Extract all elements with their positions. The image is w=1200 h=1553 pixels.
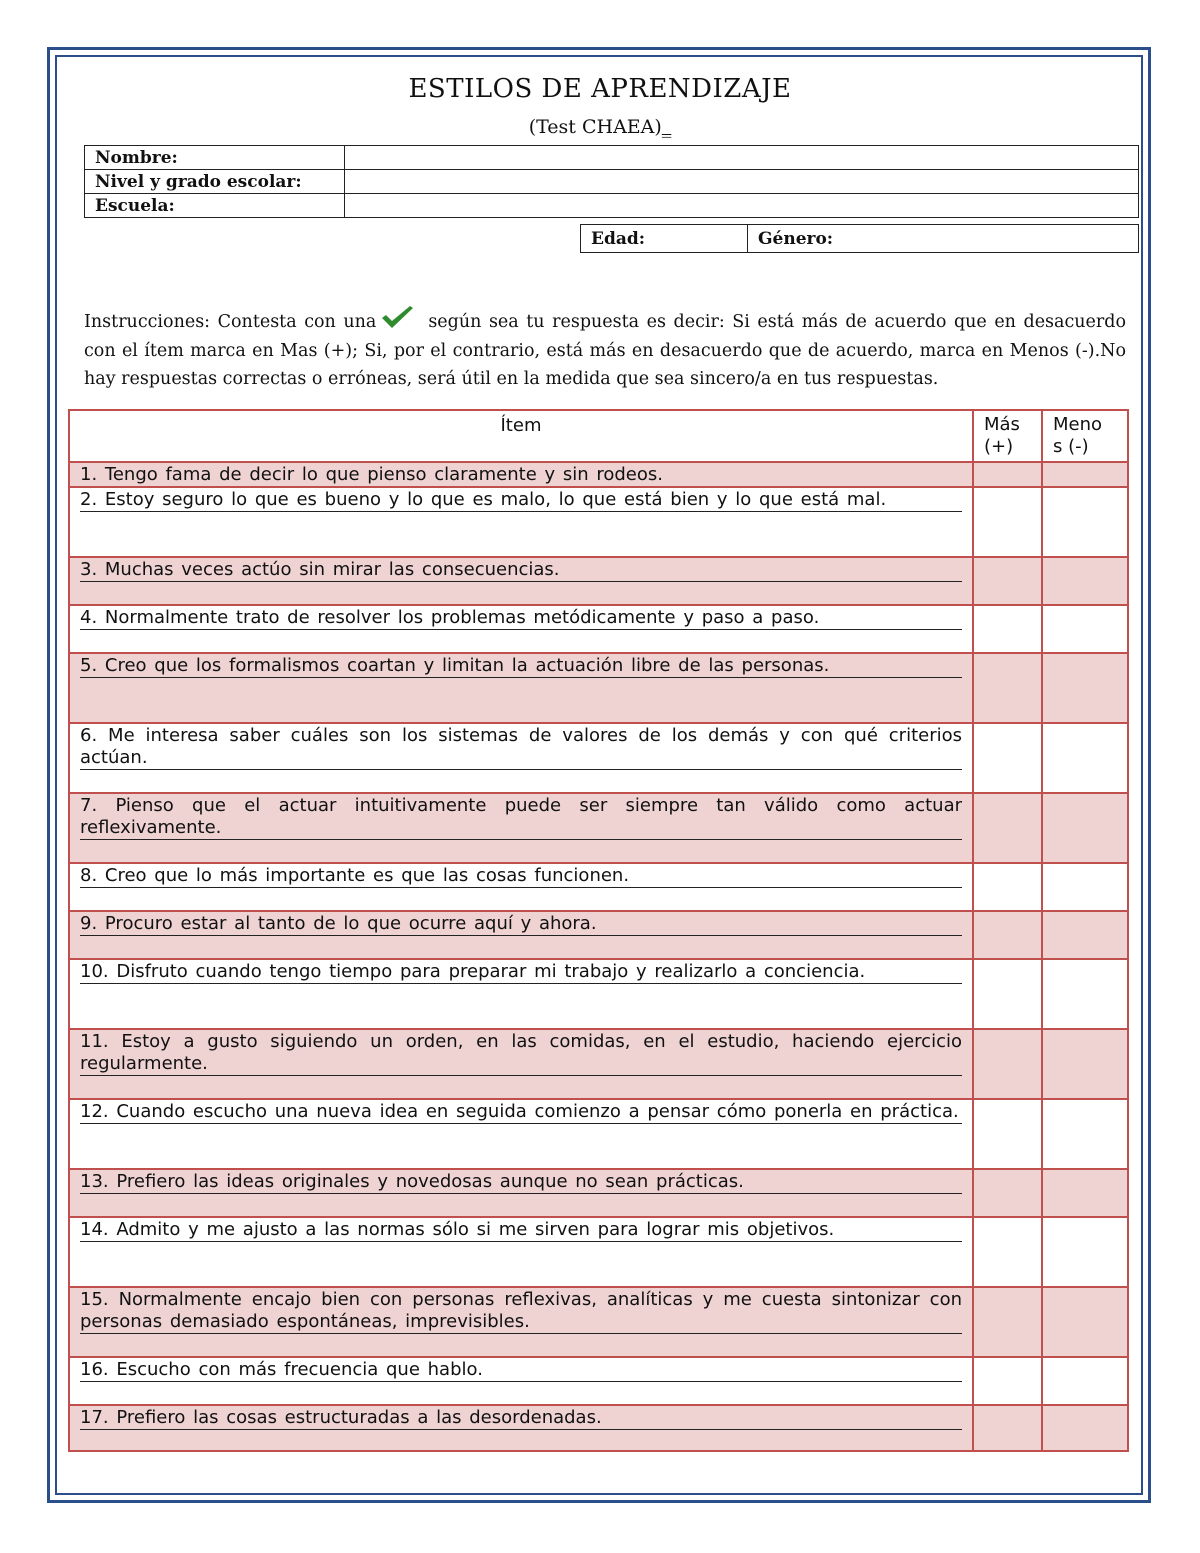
item-cell xyxy=(69,462,973,487)
menos-checkbox-cell[interactable] xyxy=(1042,1217,1128,1287)
header-menos-line2: s (-) xyxy=(1053,436,1089,457)
age-gender-table xyxy=(580,224,1139,253)
item-text: 17. Prefiero las cosas estructuradas a las desordenadas. xyxy=(80,1406,962,1430)
nivel-field[interactable] xyxy=(345,170,1139,194)
table-row xyxy=(69,911,1128,959)
menos-checkbox-cell[interactable] xyxy=(1042,653,1128,723)
table-header-row xyxy=(69,410,1128,462)
menos-checkbox-cell[interactable] xyxy=(1042,605,1128,653)
table-row xyxy=(69,653,1128,723)
mas-checkbox-cell[interactable] xyxy=(973,557,1042,605)
instructions-lead: Instrucciones: Contesta con una xyxy=(84,312,377,332)
nombre-label: Nombre: xyxy=(85,146,345,170)
item-text: 1. Tengo fama de decir lo que pienso claramente y sin rodeos. xyxy=(80,464,663,485)
item-cell xyxy=(69,1405,973,1451)
header-menos-line1: Meno xyxy=(1053,414,1103,435)
menos-checkbox-cell[interactable] xyxy=(1042,1405,1128,1451)
table-row xyxy=(69,462,1128,487)
table-row xyxy=(69,1217,1128,1287)
table-row xyxy=(69,1287,1128,1357)
table-row xyxy=(69,1405,1128,1451)
mas-checkbox-cell[interactable] xyxy=(973,911,1042,959)
table-row xyxy=(69,487,1128,557)
item-text: 10. Disfruto cuando tengo tiempo para preparar mi trabajo y realizarlo a conciencia. xyxy=(80,960,962,984)
student-info-table xyxy=(84,145,1139,218)
nombre-field[interactable] xyxy=(345,146,1139,170)
table-row xyxy=(69,557,1128,605)
table-row xyxy=(69,863,1128,911)
item-cell xyxy=(69,487,973,557)
item-text: 12. Cuando escucho una nueva idea en seguida comienzo a pensar cómo ponerla en práctica. xyxy=(80,1100,962,1124)
mas-checkbox-cell[interactable] xyxy=(973,1029,1042,1099)
mas-checkbox-cell[interactable] xyxy=(973,1217,1042,1287)
item-cell xyxy=(69,1029,973,1099)
menos-checkbox-cell[interactable] xyxy=(1042,1287,1128,1357)
menos-checkbox-cell[interactable] xyxy=(1042,863,1128,911)
item-text: 4. Normalmente trato de resolver los problemas metódicamente y paso a paso. xyxy=(80,606,962,630)
item-text: 8. Creo que lo más importante es que las cosas funcionen. xyxy=(80,864,962,888)
item-cell xyxy=(69,723,973,793)
menos-checkbox-cell[interactable] xyxy=(1042,557,1128,605)
item-cell xyxy=(69,793,973,863)
menos-checkbox-cell[interactable] xyxy=(1042,723,1128,793)
table-row xyxy=(69,723,1128,793)
questionnaire-table xyxy=(68,409,1129,1452)
item-text: 11. Estoy a gusto siguiendo un orden, en las comidas, en el estudio, haciendo ejercicio regularmente. xyxy=(80,1031,962,1074)
item-text: 5. Creo que los formalismos coartan y limitan la actuación libre de las personas. xyxy=(80,654,962,678)
menos-checkbox-cell[interactable] xyxy=(1042,462,1128,487)
table-row xyxy=(69,1357,1128,1405)
header-mas-line1: Más xyxy=(984,414,1020,435)
item-text: 16. Escucho con más frecuencia que hablo. xyxy=(80,1358,962,1382)
header-mas xyxy=(973,410,1042,462)
header-item: Ítem xyxy=(69,410,973,462)
item-cell xyxy=(69,1099,973,1169)
menos-checkbox-cell[interactable] xyxy=(1042,1357,1128,1405)
mas-checkbox-cell[interactable] xyxy=(973,462,1042,487)
page-subtitle xyxy=(0,116,1200,138)
item-text: 6. Me interesa saber cuáles son los sistemas de valores de los demás y con qué criterios actúan. xyxy=(80,725,962,768)
header-menos xyxy=(1042,410,1128,462)
mas-checkbox-cell[interactable] xyxy=(973,723,1042,793)
table-row xyxy=(69,1169,1128,1217)
menos-checkbox-cell[interactable] xyxy=(1042,1029,1128,1099)
instructions-body: según sea tu respuesta es decir: Si está más de acuerdo que en desacuerdo con el ítem marca en Mas (+); Si, por el contrario, está más en desacuerdo que de acuerdo, marca en Menos (-).No hay respuestas correctas o erróneas, será útil en la medida que sea sincero/a en tus respuestas. xyxy=(84,312,1126,389)
item-cell xyxy=(69,605,973,653)
mas-checkbox-cell[interactable] xyxy=(973,863,1042,911)
edad-field[interactable]: Edad: xyxy=(581,225,748,253)
mas-checkbox-cell[interactable] xyxy=(973,605,1042,653)
menos-checkbox-cell[interactable] xyxy=(1042,911,1128,959)
table-row xyxy=(69,605,1128,653)
item-cell xyxy=(69,653,973,723)
menos-checkbox-cell[interactable] xyxy=(1042,1169,1128,1217)
table-row xyxy=(69,959,1128,1029)
item-text: 2. Estoy seguro lo que es bueno y lo que es malo, lo que está bien y lo que está mal. xyxy=(80,488,962,512)
mas-checkbox-cell[interactable] xyxy=(973,959,1042,1029)
item-cell xyxy=(69,911,973,959)
item-text: 9. Procuro estar al tanto de lo que ocurre aquí y ahora. xyxy=(80,912,962,936)
menos-checkbox-cell[interactable] xyxy=(1042,959,1128,1029)
table-row xyxy=(69,793,1128,863)
item-text: 7. Pienso que el actuar intuitivamente puede ser siempre tan válido como actuar reflexivamente. xyxy=(80,795,962,838)
mas-checkbox-cell[interactable] xyxy=(973,1169,1042,1217)
page-title: ESTILOS DE APRENDIZAJE xyxy=(408,74,792,104)
menos-checkbox-cell[interactable] xyxy=(1042,1099,1128,1169)
item-text: 3. Muchas veces actúo sin mirar las consecuencias. xyxy=(80,558,962,582)
item-text: 15. Normalmente encajo bien con personas reflexivas, analíticas y me cuesta sintonizar con personas demasiado espontáneas, imprevisibles. xyxy=(80,1289,962,1332)
item-cell xyxy=(69,863,973,911)
mas-checkbox-cell[interactable] xyxy=(973,653,1042,723)
mas-checkbox-cell[interactable] xyxy=(973,1405,1042,1451)
menos-checkbox-cell[interactable] xyxy=(1042,487,1128,557)
item-cell xyxy=(69,1169,973,1217)
item-cell xyxy=(69,1357,973,1405)
escuela-field[interactable] xyxy=(345,194,1139,218)
subtitle-text: (Test CHAEA) xyxy=(528,116,662,138)
item-text: 14. Admito y me ajusto a las normas sólo si me sirven para lograr mis objetivos. xyxy=(80,1218,962,1242)
check-mark-icon xyxy=(380,304,414,330)
item-text: 13. Prefiero las ideas originales y novedosas aunque no sean prácticas. xyxy=(80,1170,962,1194)
menos-checkbox-cell[interactable] xyxy=(1042,793,1128,863)
genero-field[interactable]: Género: xyxy=(748,225,1139,253)
mas-checkbox-cell[interactable] xyxy=(973,793,1042,863)
nivel-label: Nivel y grado escolar: xyxy=(85,170,345,194)
header-mas-line2: (+) xyxy=(984,436,1014,457)
table-row xyxy=(69,1099,1128,1169)
item-cell xyxy=(69,557,973,605)
subtitle-cursor: _ xyxy=(661,116,672,138)
table-row xyxy=(69,1029,1128,1099)
mas-checkbox-cell[interactable] xyxy=(973,1287,1042,1357)
mas-checkbox-cell[interactable] xyxy=(973,487,1042,557)
mas-checkbox-cell[interactable] xyxy=(973,1099,1042,1169)
item-cell xyxy=(69,1217,973,1287)
item-cell xyxy=(69,959,973,1029)
item-cell xyxy=(69,1287,973,1357)
escuela-label: Escuela: xyxy=(85,194,345,218)
instructions xyxy=(84,304,1126,394)
mas-checkbox-cell[interactable] xyxy=(973,1357,1042,1405)
